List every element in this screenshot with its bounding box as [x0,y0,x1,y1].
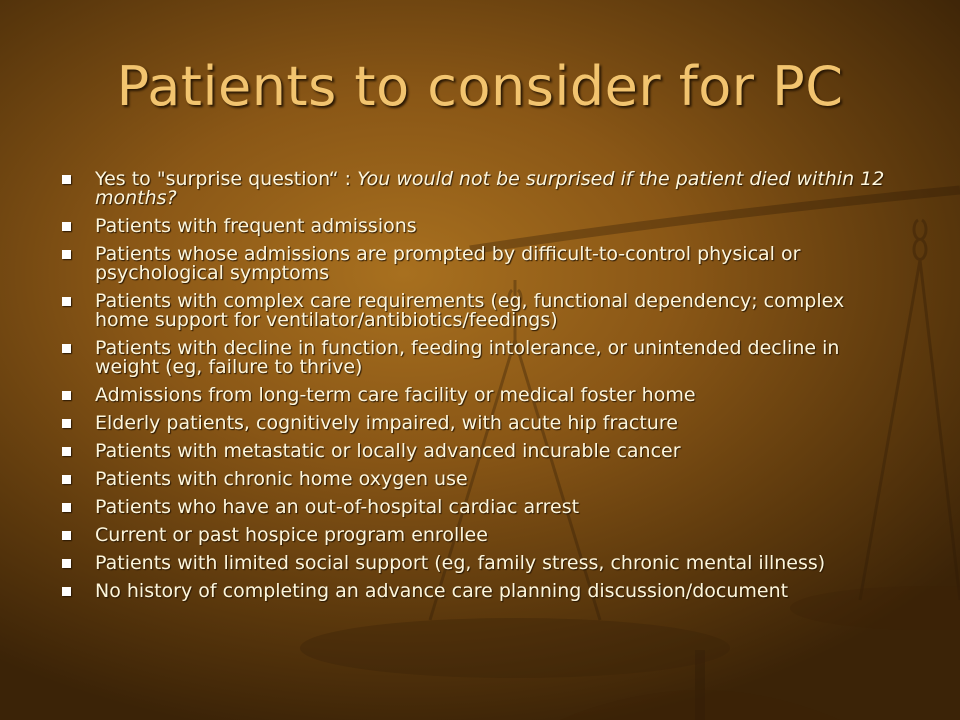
bullet-item [60,217,900,236]
bullet-item [60,245,900,283]
bullet-item [60,582,900,601]
bullet-item [60,526,900,545]
square-bullet-icon [62,391,71,400]
bullet-item [60,442,900,461]
bullet-text: Patients with chronic home oxygen use [95,468,468,490]
slide-title: Patients to consider for PC [116,55,844,118]
square-bullet-icon [62,222,71,231]
square-bullet-icon [62,475,71,484]
square-bullet-icon [62,503,71,512]
square-bullet-icon [62,559,71,568]
square-bullet-icon [62,447,71,456]
square-bullet-icon [62,587,71,596]
bullet-item [60,470,900,489]
bullet-text: Admissions from long-term care facility or medical foster home [95,384,696,406]
bullet-item [60,170,900,208]
bullet-text: Patients who have an out-of-hospital cardiac arrest [95,496,580,518]
square-bullet-icon [62,297,71,306]
bullet-item [60,292,900,330]
bullet-list [60,170,900,610]
bullet-text: Patients whose admissions are prompted by difficult-to-control physical or psychological symptoms [95,243,801,284]
bullet-text: Patients with frequent admissions [95,215,417,237]
bullet-text: No history of completing an advance care planning discussion/document [95,580,789,602]
square-bullet-icon [62,250,71,259]
bullet-text: Current or past hospice program enrollee [95,524,488,546]
square-bullet-icon [62,344,71,353]
square-bullet-icon [62,419,71,428]
bullet-item [60,414,900,433]
bullet-text: Patients with metastatic or locally advanced incurable cancer [95,440,681,462]
bullet-emphasis: You would not be surprised if the patient died within 12 months? [95,168,885,209]
bullet-text: Elderly patients, cognitively impaired, with acute hip fracture [95,412,678,434]
bullet-item [60,339,900,377]
bullet-text: Patients with decline in function, feeding intolerance, or unintended decline in weight (eg, failure to thrive) [95,337,840,378]
bullet-text: Yes to "surprise question“ : [95,168,358,190]
bullet-text: Patients with limited social support (eg, family stress, chronic mental illness) [95,552,826,574]
bullet-item [60,386,900,405]
square-bullet-icon [62,531,71,540]
square-bullet-icon [62,175,71,184]
bullet-item [60,498,900,517]
bullet-text: Patients with complex care requirements (eg, functional dependency; complex home support for ventilator/antibiotics/feedings) [95,290,845,331]
bullet-item [60,554,900,573]
